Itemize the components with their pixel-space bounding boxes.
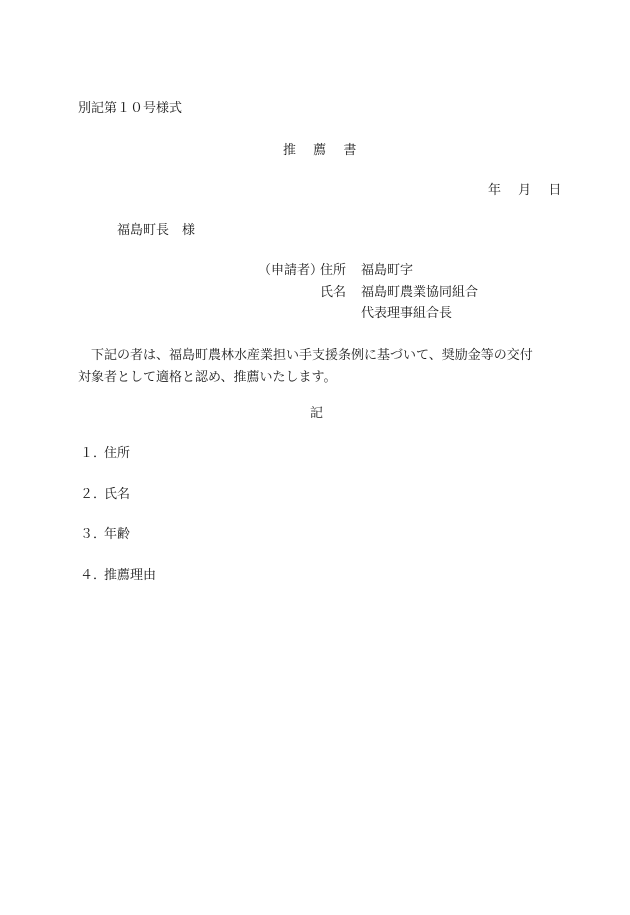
list-item bbox=[80, 569, 156, 582]
item-label: 氏名 bbox=[104, 487, 131, 502]
list-item bbox=[80, 447, 130, 460]
addressee bbox=[117, 224, 195, 237]
body-line: 対象者として適格と認め、推薦いたします。 bbox=[78, 370, 337, 385]
date-year-label: 年 bbox=[488, 183, 502, 198]
date-line bbox=[488, 184, 561, 197]
item-number: ３． bbox=[80, 527, 107, 542]
address-value: 福島町字 bbox=[361, 263, 414, 278]
name-label: 氏名 bbox=[320, 285, 347, 300]
list-item bbox=[80, 528, 130, 541]
item-number: ４． bbox=[80, 568, 107, 583]
form-number: 別記第１０号様式 bbox=[78, 101, 183, 116]
addressee-name: 福島町長 bbox=[117, 223, 170, 238]
recommendation-body bbox=[78, 345, 558, 389]
applicant-label: （申請者） bbox=[258, 263, 324, 278]
title-char: 薦 bbox=[313, 143, 327, 158]
item-number: １． bbox=[80, 446, 107, 461]
item-number: ２． bbox=[80, 487, 107, 502]
addressee-honorific: 様 bbox=[182, 223, 196, 238]
title-char: 書 bbox=[343, 143, 357, 158]
item-label: 年齢 bbox=[104, 527, 131, 542]
date-day-label: 日 bbox=[548, 183, 562, 198]
name-value: 福島町農業協同組合 bbox=[361, 285, 479, 300]
ki-heading: 記 bbox=[310, 406, 324, 421]
title-char: 推 bbox=[283, 143, 297, 158]
body-line: 下記の者は、福島町農林水産業担い手支援条例に基づいて、奨励金等の交付 bbox=[91, 348, 533, 363]
item-label: 住所 bbox=[104, 446, 131, 461]
address-label: 住所 bbox=[320, 263, 347, 278]
list-item bbox=[80, 488, 130, 501]
representative-title: 代表理事組合長 bbox=[361, 306, 453, 321]
item-label: 推薦理由 bbox=[104, 568, 157, 583]
date-month-label: 月 bbox=[518, 183, 532, 198]
document-title bbox=[283, 144, 356, 157]
